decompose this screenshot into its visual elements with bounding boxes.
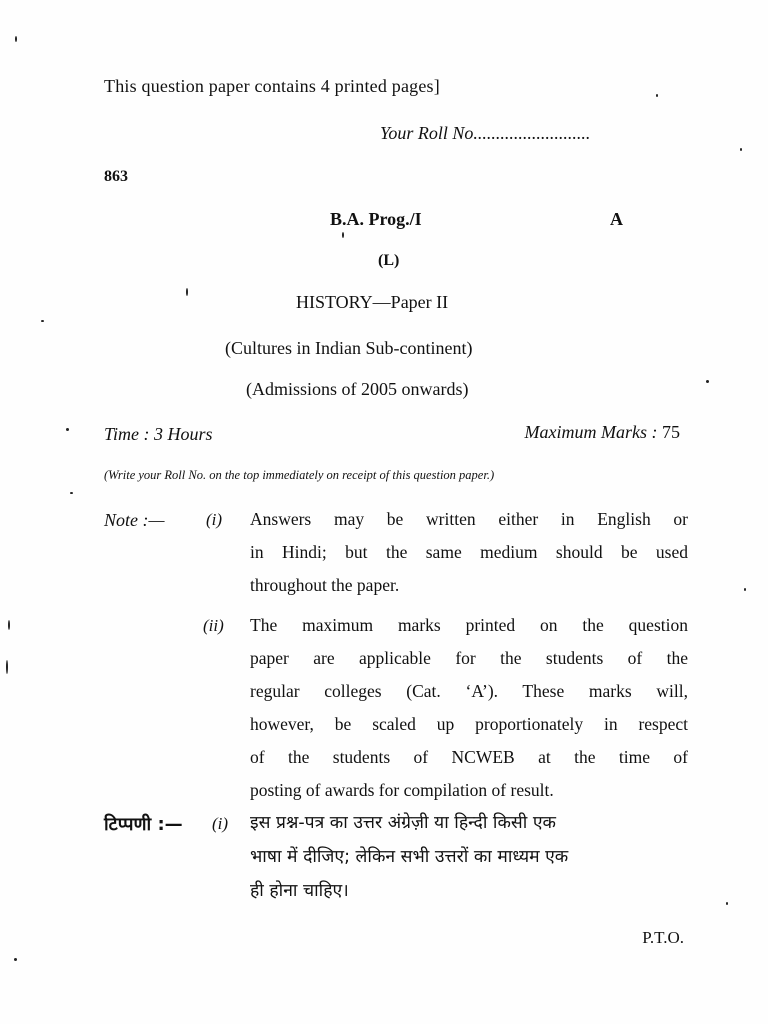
- note-line: The maximum marks printed on the question: [250, 615, 688, 635]
- note-label: Note :—: [104, 510, 165, 530]
- course-title: B.A. Prog./I: [330, 209, 422, 229]
- please-turn-over: P.T.O.: [642, 928, 684, 947]
- hindi-note-line: इस प्रश्न-पत्र का उत्तर अंग्रेज़ी या हिन्दी किसी एक: [250, 813, 556, 833]
- note-line: posting of awards for compilation of result.: [250, 780, 554, 800]
- subject-title: HISTORY—Paper II: [296, 292, 449, 312]
- scan-speck: [656, 94, 658, 97]
- maximum-marks-value: 75: [662, 422, 680, 442]
- scan-speck: [186, 288, 188, 296]
- note-marker-i: (i): [206, 510, 223, 529]
- hindi-note-line: भाषा में दीजिए; लेकिन सभी उत्तरों का माध्यम एक: [250, 847, 569, 867]
- scan-speck: [70, 492, 73, 494]
- note-line: Answers may be written either in English or: [250, 509, 688, 529]
- note-line: in Hindi; but the same medium should be used: [250, 542, 688, 562]
- scan-speck: [15, 36, 17, 42]
- scan-speck: [726, 902, 728, 905]
- note-item-i: [250, 503, 688, 602]
- paper-code: 863: [104, 168, 128, 185]
- scan-speck: [744, 588, 746, 591]
- note-line: paper are applicable for the students of the: [250, 648, 688, 668]
- scan-speck: [6, 660, 8, 674]
- scan-speck: [14, 958, 17, 961]
- roll-number-field: Your Roll No..........................: [380, 123, 591, 143]
- paper-subtitle: (Cultures in Indian Sub-continent): [225, 338, 473, 358]
- maximum-marks-label: Maximum Marks :: [524, 422, 658, 442]
- scan-speck: [41, 320, 44, 322]
- note-line: of the students of NCWEB at the time of: [250, 747, 688, 767]
- scan-speck: [66, 428, 69, 431]
- scan-speck: [740, 148, 742, 151]
- note-line: however, be scaled up proportionately in respect: [250, 714, 688, 734]
- note-line: regular colleges (Cat. ‘A’). These marks will,: [250, 681, 688, 701]
- scan-speck: [342, 232, 344, 238]
- note-marker-ii: (ii): [203, 616, 224, 635]
- question-set: A: [610, 209, 623, 229]
- roll-number-instruction: (Write your Roll No. on the top immediately on receipt of this question paper.): [104, 468, 495, 482]
- hindi-note-marker-i: (i): [212, 814, 229, 833]
- time-allowed: Time : 3 Hours: [104, 424, 213, 444]
- admissions-note: (Admissions of 2005 onwards): [246, 379, 469, 399]
- note-item-ii: [250, 609, 688, 807]
- maximum-marks: [525, 422, 680, 443]
- scan-speck: [8, 620, 10, 630]
- hindi-note-item-i: [250, 806, 688, 908]
- pages-count-note: This question paper contains 4 printed pages]: [104, 76, 440, 96]
- language-code: (L): [378, 252, 400, 269]
- hindi-note-label: टिप्पणी :—: [104, 814, 183, 835]
- hindi-note-line: ही होना चाहिए।: [250, 881, 349, 901]
- note-line: throughout the paper.: [250, 575, 400, 595]
- scan-speck: [706, 380, 709, 383]
